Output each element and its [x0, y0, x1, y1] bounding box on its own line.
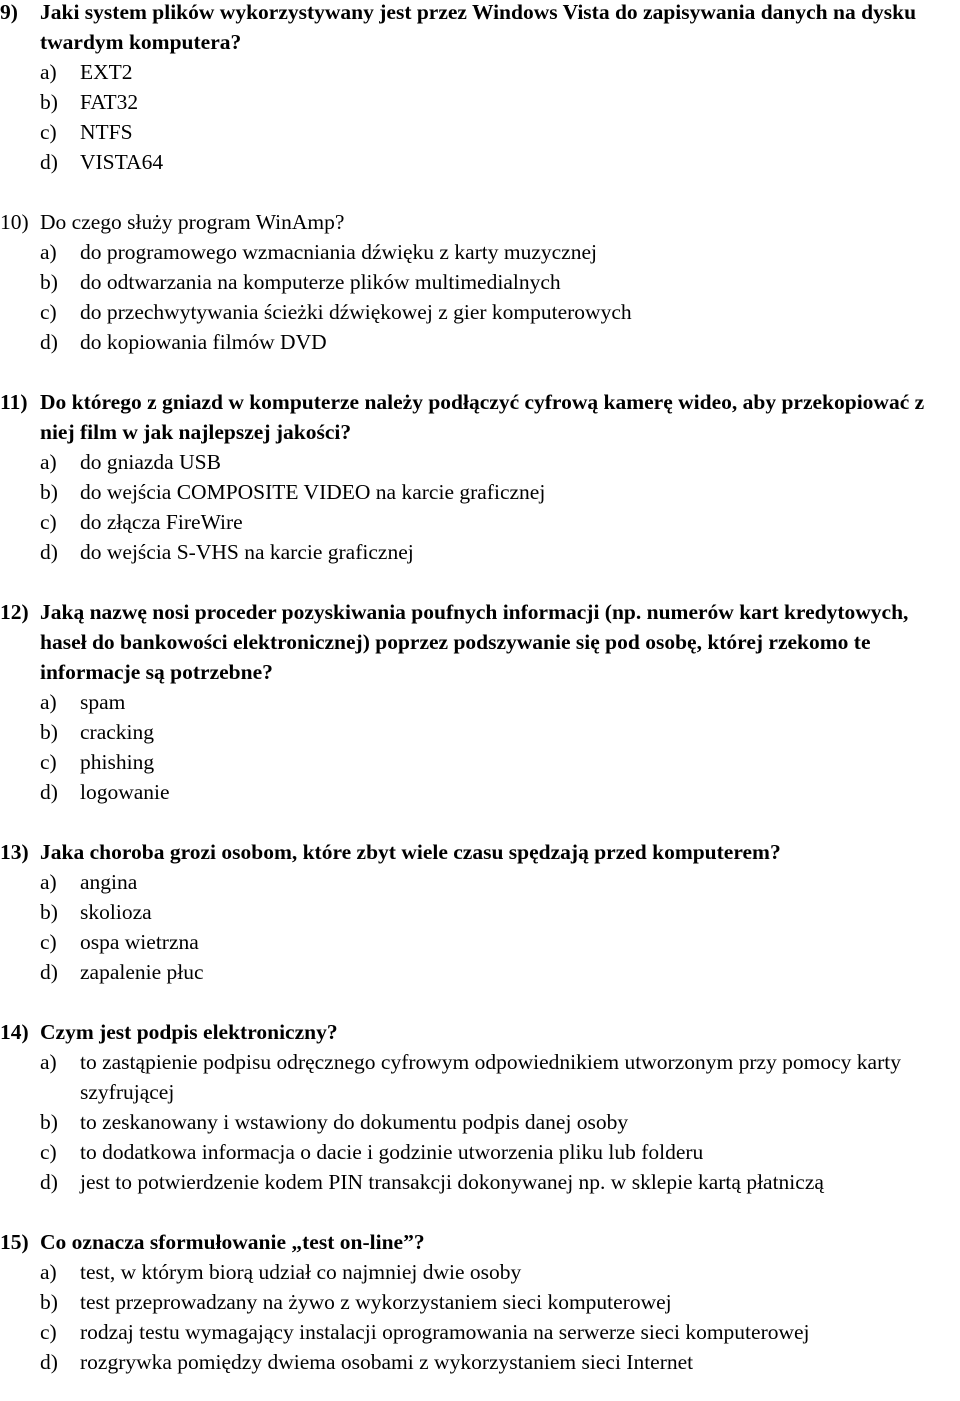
answer-option [40, 927, 960, 957]
question-heading [0, 837, 960, 867]
answer-letter: c) [40, 1140, 57, 1164]
question-text: Czym jest podpis elektroniczny? [40, 1020, 338, 1044]
question-heading [0, 0, 960, 57]
answer-text: skolioza [80, 900, 152, 924]
answer-letter: c) [40, 300, 57, 324]
answer-letter: b) [40, 900, 58, 924]
answer-option [40, 1167, 960, 1197]
answer-letter: b) [40, 1110, 58, 1134]
answer-option [40, 117, 960, 147]
answer-text: VISTA64 [80, 150, 164, 174]
answer-option [40, 147, 960, 177]
answer-list [0, 1047, 960, 1197]
answer-letter: a) [40, 450, 57, 474]
answer-list [0, 867, 960, 987]
question-number: 10) [0, 210, 29, 234]
answer-option [40, 1137, 960, 1167]
question-heading [0, 1227, 960, 1257]
question-number: 12) [0, 600, 29, 624]
answer-letter: a) [40, 60, 57, 84]
answer-text: to zastąpienie podpisu odręcznego cyfrowym odpowiednikiem utworzonym przy pomocy karty szyfrującej [80, 1050, 907, 1104]
question-number: 13) [0, 840, 29, 864]
answer-letter: a) [40, 240, 57, 264]
answer-list [0, 687, 960, 807]
question-number: 9) [0, 0, 18, 24]
answer-text: FAT32 [80, 90, 139, 114]
answer-option [40, 717, 960, 747]
answer-text: jest to potwierdzenie kodem PIN transakcji dokonywanej np. w sklepie kartą płatniczą [80, 1170, 824, 1194]
answer-text: rodzaj testu wymagający instalacji oprogramowania na serwerze sieci komputerowej [80, 1320, 810, 1344]
answer-option [40, 897, 960, 927]
answer-option [40, 537, 960, 567]
question-6 [0, 1227, 960, 1377]
answer-letter: a) [40, 870, 57, 894]
answer-text: do złącza FireWire [80, 510, 243, 534]
answer-option [40, 477, 960, 507]
answer-list [0, 237, 960, 357]
answer-text: do gniazda USB [80, 450, 221, 474]
answer-text: ospa wietrzna [80, 930, 199, 954]
answer-letter: a) [40, 1260, 57, 1284]
answer-letter: d) [40, 1350, 58, 1374]
question-4 [0, 837, 960, 987]
question-text: Jaką nazwę nosi proceder pozyskiwania poufnych informacji (np. numerów kart kredytowych, haseł do bankowości elektronicznej) poprzez podszywanie się pod osobę, której rzekomo te informacje są potrzebne? [40, 600, 909, 684]
answer-letter: c) [40, 120, 57, 144]
answer-text: to zeskanowany i wstawiony do dokumentu podpis danej osoby [80, 1110, 629, 1134]
answer-text: NTFS [80, 120, 133, 144]
question-2 [0, 387, 960, 567]
question-number: 14) [0, 1020, 29, 1044]
answer-text: do kopiowania filmów DVD [80, 330, 327, 354]
answer-text: zapalenie płuc [80, 960, 204, 984]
answer-option [40, 1317, 960, 1347]
answer-option [40, 237, 960, 267]
answer-option [40, 297, 960, 327]
answer-letter: d) [40, 780, 58, 804]
answer-letter: b) [40, 480, 58, 504]
answer-text: do odtwarzania na komputerze plików multimedialnych [80, 270, 561, 294]
question-text: Do którego z gniazd w komputerze należy podłączyć cyfrową kamerę wideo, aby przekopiować z niej film w jak najlepszej jakości? [40, 390, 925, 444]
answer-letter: d) [40, 960, 58, 984]
answer-text: do przechwytywania ścieżki dźwiękowej z gier komputerowych [80, 300, 632, 324]
answer-option [40, 507, 960, 537]
answer-option [40, 777, 960, 807]
answer-text: phishing [80, 750, 155, 774]
answer-option [40, 327, 960, 357]
answer-option [40, 1347, 960, 1377]
answer-option [40, 1047, 960, 1107]
question-heading [0, 207, 960, 237]
answer-letter: c) [40, 510, 57, 534]
answer-option [40, 1287, 960, 1317]
answer-letter: b) [40, 720, 58, 744]
answer-option [40, 447, 960, 477]
answer-text: logowanie [80, 780, 170, 804]
question-3 [0, 597, 960, 807]
answer-option [40, 747, 960, 777]
answer-letter: d) [40, 540, 58, 564]
question-text: Co oznacza sformułowanie „test on-line”? [40, 1230, 425, 1254]
question-text: Jaki system plików wykorzystywany jest przez Windows Vista do zapisywania danych na dysku twardym komputera? [40, 0, 917, 54]
answer-letter: d) [40, 1170, 58, 1194]
answer-list [0, 57, 960, 177]
question-text: Jaka choroba grozi osobom, które zbyt wiele czasu spędzają przed komputerem? [40, 840, 781, 864]
answer-letter: a) [40, 690, 57, 714]
answer-list [0, 1257, 960, 1377]
answer-text: spam [80, 690, 126, 714]
answer-letter: c) [40, 930, 57, 954]
answer-option [40, 87, 960, 117]
answer-text: rozgrywka pomiędzy dwiema osobami z wykorzystaniem sieci Internet [80, 1350, 694, 1374]
question-text: Do czego służy program WinAmp? [40, 210, 345, 234]
answer-option [40, 267, 960, 297]
answer-text: EXT2 [80, 60, 133, 84]
answer-letter: b) [40, 270, 58, 294]
answer-text: test, w którym biorą udział co najmniej dwie osoby [80, 1260, 522, 1284]
answer-option [40, 867, 960, 897]
answer-text: test przeprowadzany na żywo z wykorzystaniem sieci komputerowej [80, 1290, 672, 1314]
answer-text: do programowego wzmacniania dźwięku z karty muzycznej [80, 240, 597, 264]
question-heading [0, 1017, 960, 1047]
answer-text: cracking [80, 720, 155, 744]
answer-option [40, 1107, 960, 1137]
answer-option [40, 57, 960, 87]
question-heading [0, 387, 960, 447]
answer-option [40, 687, 960, 717]
answer-letter: b) [40, 90, 58, 114]
answer-letter: c) [40, 750, 57, 774]
answer-letter: c) [40, 1320, 57, 1344]
answer-letter: b) [40, 1290, 58, 1314]
question-number: 11) [0, 390, 28, 414]
answer-letter: d) [40, 150, 58, 174]
question-number: 15) [0, 1230, 29, 1254]
answer-text: do wejścia COMPOSITE VIDEO na karcie graficznej [80, 480, 546, 504]
question-1 [0, 207, 960, 357]
answer-option [40, 1257, 960, 1287]
answer-list [0, 447, 960, 567]
answer-text: do wejścia S-VHS na karcie graficznej [80, 540, 414, 564]
answer-letter: d) [40, 330, 58, 354]
question-0 [0, 0, 960, 177]
question-heading [0, 597, 960, 687]
answer-letter: a) [40, 1050, 57, 1074]
answer-text: angina [80, 870, 138, 894]
answer-option [40, 957, 960, 987]
question-5 [0, 1017, 960, 1197]
answer-text: to dodatkowa informacja o dacie i godzinie utworzenia pliku lub folderu [80, 1140, 704, 1164]
